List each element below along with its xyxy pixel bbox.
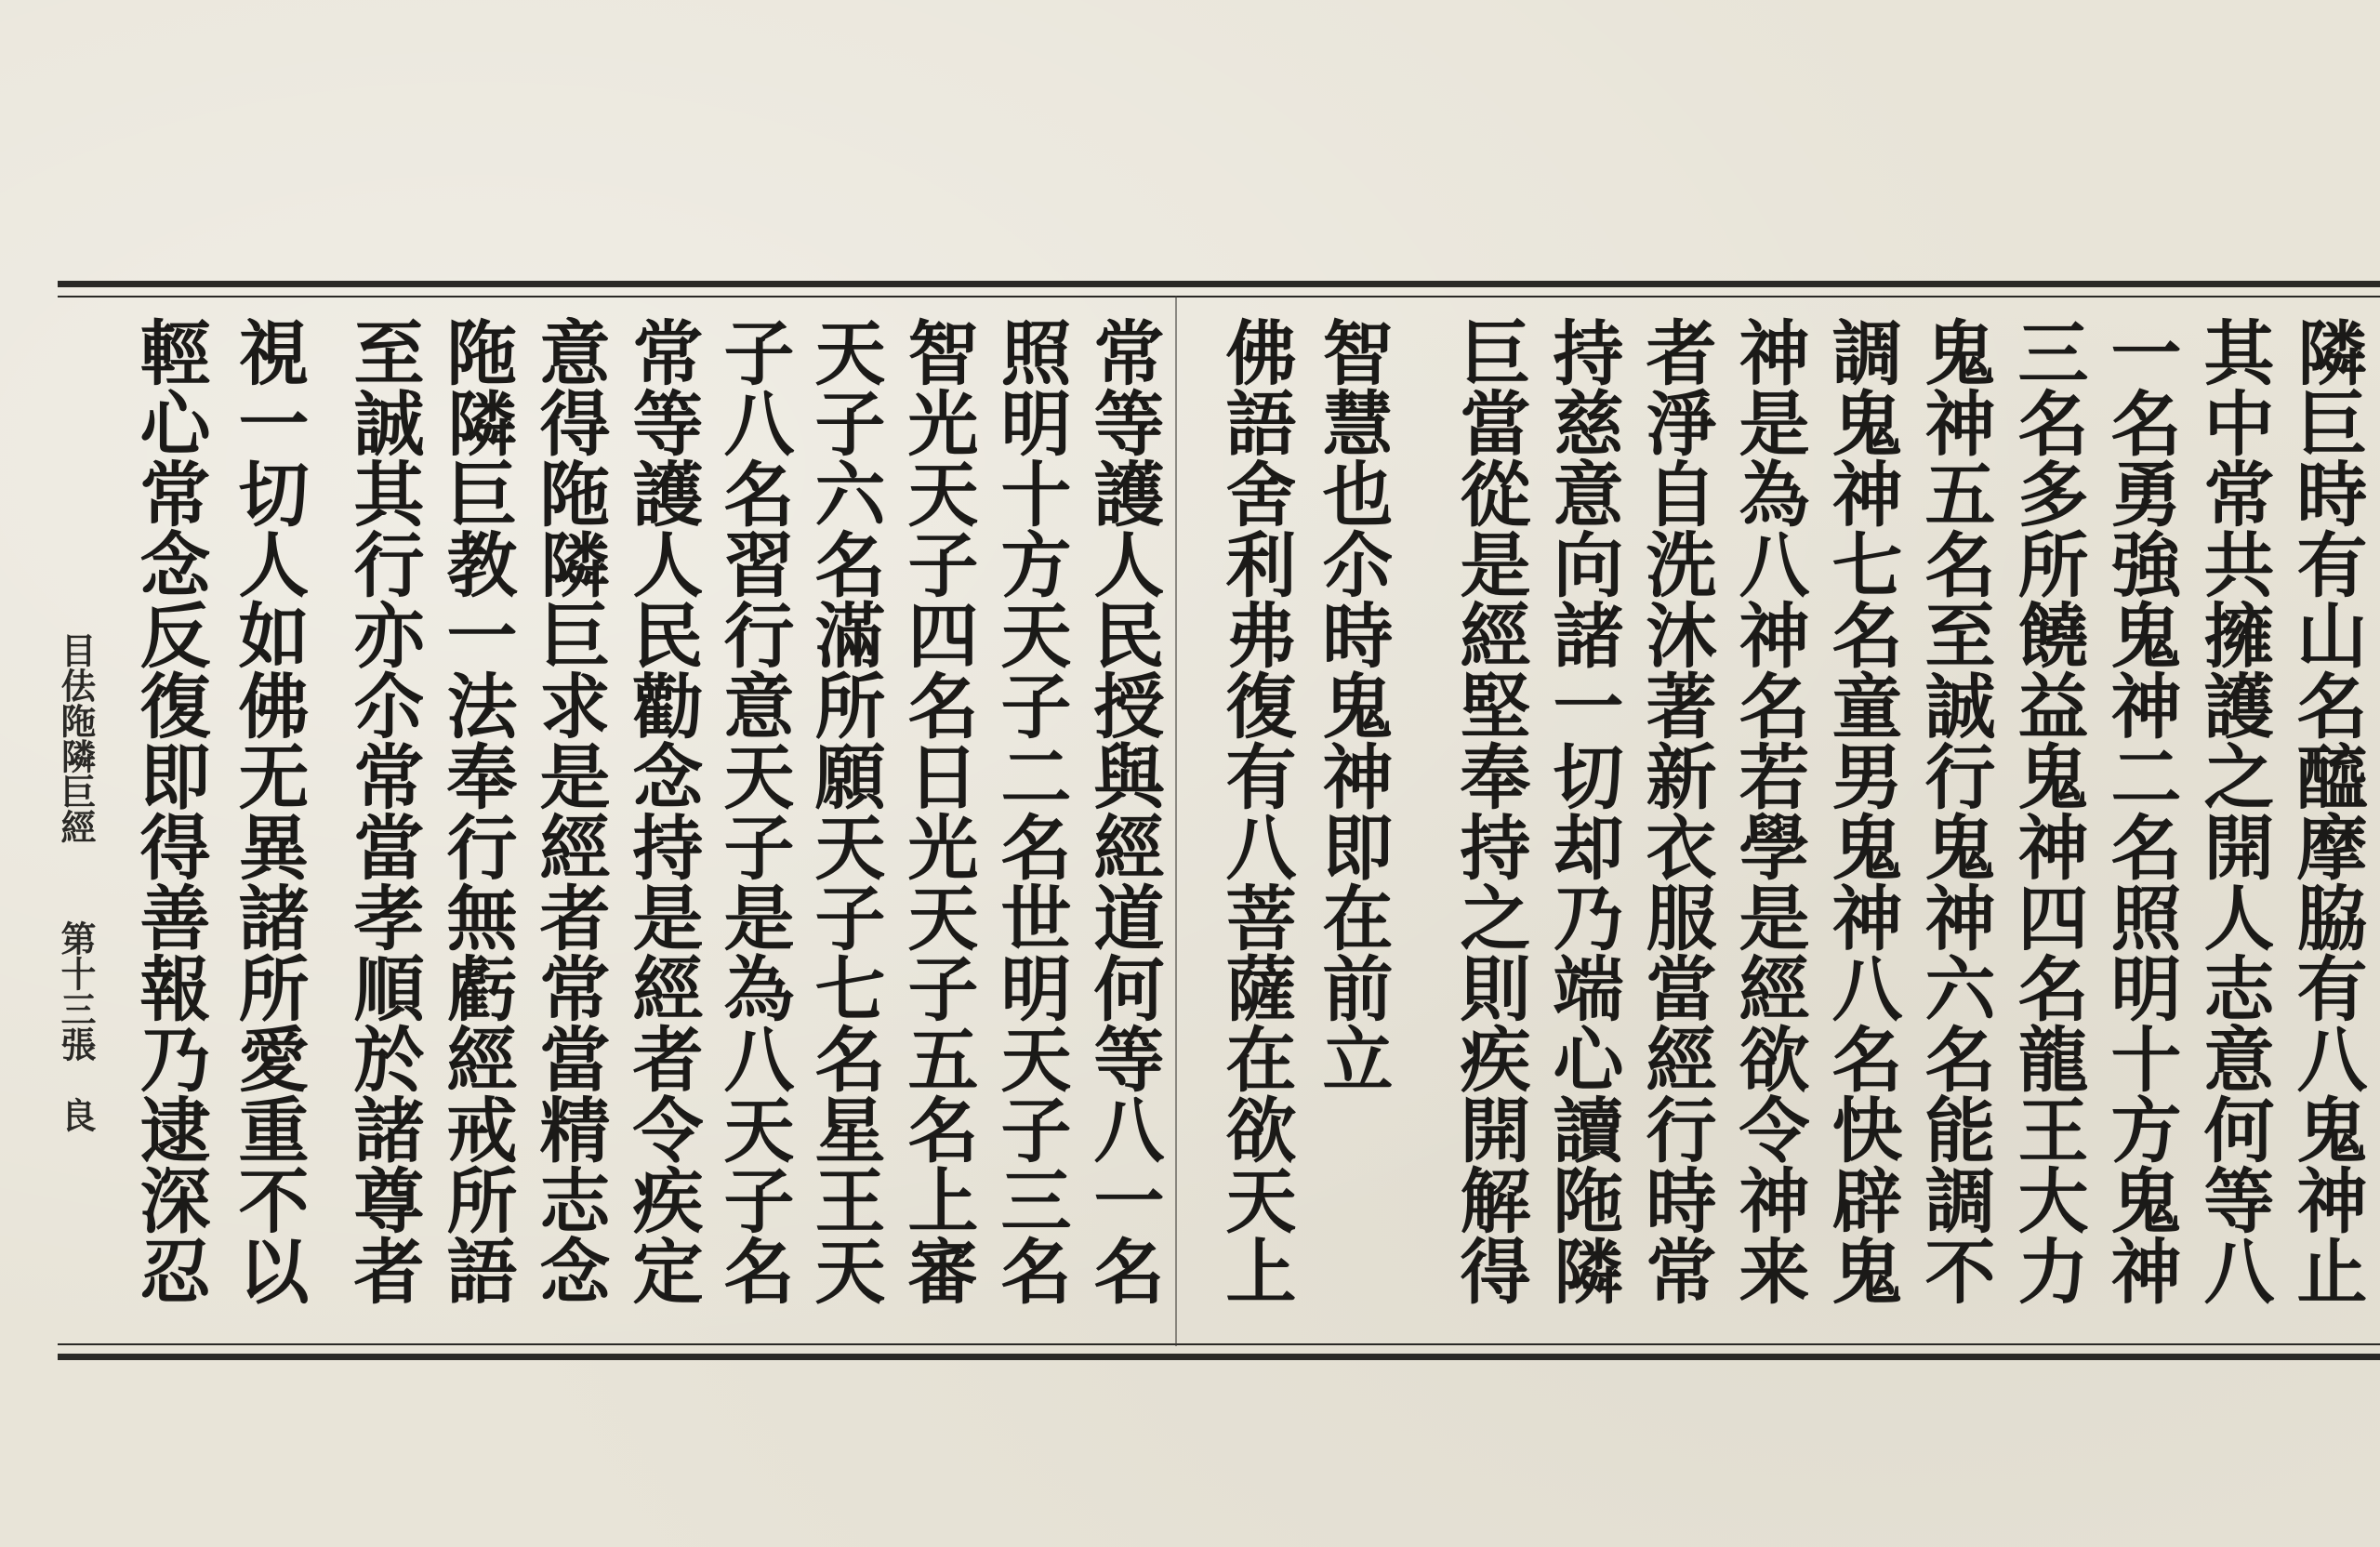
margin-leaf-number: 第十三張 良 (55, 920, 97, 1132)
text-column-9: 持慈意向諸一切却乃端心讀陁隣 (1541, 316, 1624, 1305)
text-column-21: 至誠其行亦尒常當孝順於諸尊者 (342, 316, 425, 1305)
text-column-19: 意得陁隣巨求是經者常當精志念 (528, 316, 611, 1305)
text-column-16: 天子六名滿所願天子七名星王天 (803, 316, 886, 1305)
text-column-17: 子八名習行意天子是為八天子名 (712, 316, 795, 1305)
text-column-5: 鬼神五名至誠行鬼神六名能調不 (1913, 316, 1996, 1305)
text-column-14: 照明十方天子二名世明天子三名 (989, 316, 1072, 1305)
frame-bottom-thin-rule (58, 1343, 2380, 1345)
margin-sutra-title: 目佉陁隣巨經 (55, 632, 97, 844)
text-column-3: 一名勇強鬼神二名照明十方鬼神 (2099, 316, 2182, 1305)
text-column-7: 神是為八神名若學是經欲令神来 (1727, 316, 1810, 1305)
text-column-22: 視一切人如佛无異諸所愛重不以 (227, 316, 310, 1305)
frame-bottom-thick-rule (58, 1354, 2380, 1360)
center-fold-line (1175, 296, 1177, 1346)
text-column-11: 智慧也尒時鬼神即在前立 (1311, 316, 1394, 1093)
text-column-23: 輕心常念反復即得善報乃逮深忍 (128, 316, 211, 1305)
frame-top-thin-rule (58, 296, 2380, 298)
text-column-18: 常等護人民勸念持是經者令疾定 (621, 316, 704, 1305)
text-column-1: 隣巨時有山名醯摩脇有八鬼神止 (2285, 316, 2368, 1305)
text-column-15: 智光天子四名日光天子五名上審 (896, 316, 979, 1305)
text-column-6: 調鬼神七名童男鬼神八名快辟鬼 (1820, 316, 1903, 1305)
text-column-12: 佛語舍利弗復有八菩薩在欲天上 (1214, 316, 1297, 1305)
frame-top-thick-rule (58, 281, 2380, 287)
text-column-20: 陁隣巨教一法奉行無虧經戒所語 (435, 316, 518, 1305)
text-column-2: 其中常共擁護之開人志意何等八 (2192, 316, 2275, 1305)
text-column-13: 常等護人民授與經道何等八一名 (1082, 316, 1165, 1305)
text-column-4: 三名多所饒益鬼神四名龍王大力 (2006, 316, 2089, 1305)
text-column-10: 巨當從是經堅奉持之則疾開解得 (1448, 316, 1531, 1305)
text-column-8: 者淨自洗沐著新衣服當經行時常 (1634, 316, 1717, 1305)
